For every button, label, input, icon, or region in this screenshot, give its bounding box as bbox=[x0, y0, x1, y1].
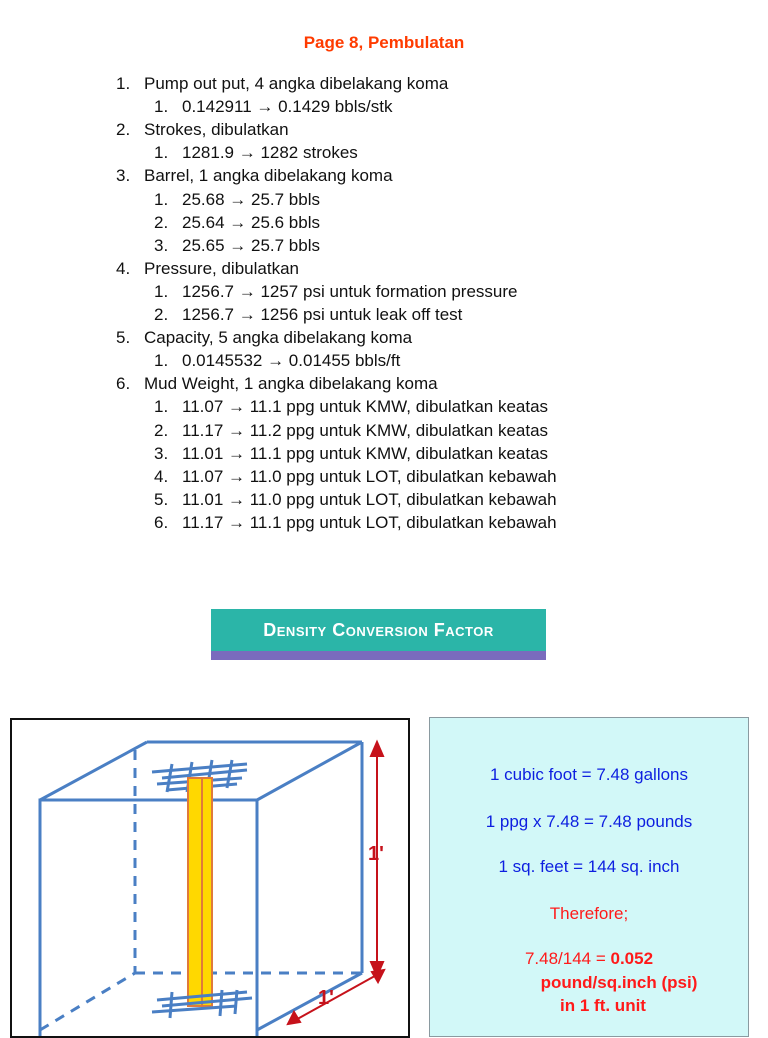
sub-list-item-text: 11.01 → 11.1 ppg untuk KMW, dibulatkan keatas bbox=[182, 443, 549, 463]
sub-list-item-number: 1. bbox=[154, 143, 169, 163]
sub-list-item-number: 3. bbox=[154, 443, 169, 463]
sub-list-item-text: 1256.7 → 1257 psi untuk formation pressure bbox=[182, 281, 518, 301]
sub-list-item bbox=[154, 351, 400, 371]
list-item-number: 2. bbox=[116, 120, 131, 140]
sub-list-item-number: 1. bbox=[154, 97, 169, 117]
list-item-text: Capacity, 5 angka dibelakang koma bbox=[144, 328, 413, 348]
depth-dimension-arrow bbox=[288, 970, 384, 1024]
info-ppg: 1 ppg x 7.48 = 7.48 pounds bbox=[485, 812, 693, 831]
sub-list-item bbox=[154, 213, 320, 233]
list-item bbox=[116, 120, 289, 140]
info-result-expr: 7.48/144 = bbox=[524, 949, 611, 968]
sub-list-item bbox=[154, 236, 320, 256]
list-item-number: 4. bbox=[116, 258, 131, 278]
info-therefore: Therefore; bbox=[549, 904, 629, 923]
sub-list-item-number: 1. bbox=[154, 351, 169, 371]
sub-list-item-text: 11.17 → 11.1 ppg untuk LOT, dibulatkan kebawah bbox=[182, 512, 557, 532]
cube-front-face bbox=[40, 800, 257, 1038]
sub-list-item bbox=[154, 143, 358, 163]
cube-edge bbox=[257, 742, 362, 800]
cube-hidden-edge bbox=[40, 973, 135, 1030]
list-item bbox=[116, 74, 448, 94]
depth-label: 1' bbox=[318, 987, 334, 1009]
sub-list-item-text: 0.0145532 → 0.01455 bbls/ft bbox=[182, 351, 401, 371]
list-item-text: Strokes, dibulatkan bbox=[144, 120, 289, 140]
sub-list-item bbox=[154, 467, 557, 487]
height-label: 1' bbox=[368, 843, 384, 865]
info-result-value: 0.052 bbox=[610, 949, 654, 968]
sub-list-item-text: 25.68 → 25.7 bbls bbox=[182, 189, 320, 209]
sub-list-item-text: 11.07 → 11.0 ppg untuk LOT, dibulatkan kebawah bbox=[182, 466, 557, 486]
sub-list-item-text: 25.64 → 25.6 bbls bbox=[182, 212, 320, 232]
list-item bbox=[116, 259, 299, 279]
banner-underline bbox=[211, 651, 546, 660]
cube-diagram bbox=[12, 720, 410, 1038]
list-item-text: Mud Weight, 1 angka dibelakang koma bbox=[144, 374, 438, 394]
sub-list-item bbox=[154, 305, 462, 325]
list-item-number: 3. bbox=[116, 166, 131, 186]
sub-list-item bbox=[154, 190, 320, 210]
sub-list-item-text: 11.17 → 11.2 ppg untuk KMW, dibulatkan keatas bbox=[182, 420, 549, 440]
pressure-column bbox=[188, 778, 212, 1006]
list-item-text: Pressure, dibulatkan bbox=[144, 258, 299, 278]
cube-edge bbox=[257, 973, 362, 1030]
info-result bbox=[430, 949, 748, 969]
density-banner-title: Density Conversion Factor bbox=[211, 609, 546, 651]
sub-list-item-number: 5. bbox=[154, 489, 169, 509]
sub-list-item-number: 6. bbox=[154, 512, 169, 532]
sub-list-item-text: 25.65 → 25.7 bbls bbox=[182, 235, 320, 255]
sub-list-item-number: 4. bbox=[154, 466, 169, 486]
sub-list-item bbox=[154, 97, 392, 117]
list-item-text: Barrel, 1 angka dibelakang koma bbox=[144, 166, 393, 186]
sub-list-item bbox=[154, 282, 517, 302]
sub-list-item-text: 1281.9 → 1282 strokes bbox=[182, 143, 358, 163]
sub-list-item-text: 11.07 → 11.1 ppg untuk KMW, dibulatkan keatas bbox=[182, 397, 549, 417]
list-item bbox=[116, 328, 412, 348]
sub-list-item-number: 1. bbox=[154, 189, 169, 209]
list-item bbox=[116, 374, 438, 394]
page-title: Page 8, Pembulatan bbox=[303, 33, 465, 52]
sub-list-item bbox=[154, 490, 557, 510]
sub-list-item-number: 3. bbox=[154, 235, 169, 255]
sub-list-item-text: 11.01 → 11.0 ppg untuk LOT, dibulatkan kebawah bbox=[182, 489, 557, 509]
conversion-info-box bbox=[429, 717, 749, 1037]
list-item-number: 5. bbox=[116, 328, 131, 348]
sub-list-item bbox=[154, 513, 557, 533]
sub-list-item bbox=[154, 397, 548, 417]
sub-list-item bbox=[154, 421, 548, 441]
list-item bbox=[116, 166, 393, 186]
list-item-text: Pump out put, 4 angka dibelakang koma bbox=[144, 74, 449, 93]
info-unit: pound/sq.inch (psi) bbox=[540, 973, 698, 992]
list-item-number: 1. bbox=[116, 74, 131, 93]
info-cubic-foot: 1 cubic foot = 7.48 gallons bbox=[490, 765, 688, 784]
sub-list-item bbox=[154, 444, 548, 464]
info-sq-feet: 1 sq. feet = 144 sq. inch bbox=[498, 857, 680, 876]
list-item-number: 6. bbox=[116, 374, 131, 394]
sub-list-item-number: 1. bbox=[154, 281, 169, 301]
sub-list-item-text: 0.142911 → 0.1429 bbls/stk bbox=[182, 97, 393, 117]
sub-list-item-number: 1. bbox=[154, 397, 169, 417]
sub-list-item-number: 2. bbox=[154, 420, 169, 440]
sub-list-item-number: 2. bbox=[154, 212, 169, 232]
cube-figure bbox=[10, 718, 410, 1038]
cube-edge bbox=[40, 742, 147, 800]
info-unit-scope: in 1 ft. unit bbox=[560, 996, 646, 1015]
sub-list-item-number: 2. bbox=[154, 305, 169, 324]
sub-list-item-text: 1256.7 → 1256 psi untuk leak off test bbox=[182, 305, 463, 324]
